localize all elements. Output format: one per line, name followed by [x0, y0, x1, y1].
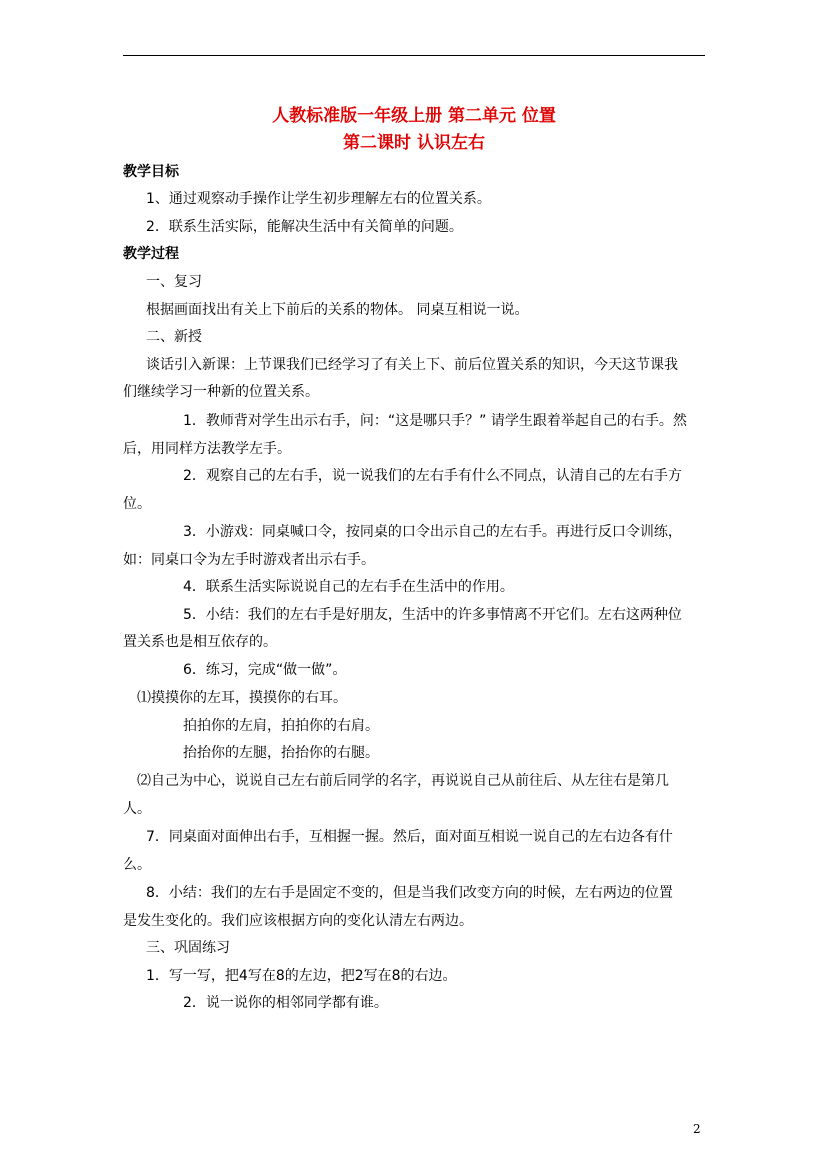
intro-line-1: 谈话引入新课：上节课我们已经学习了有关上下、前后位置关系的知识，今天这节课我 [146, 357, 678, 373]
consolidation-1: 1．写一写，把4写在8的左边，把2写在8的右边。 [146, 968, 457, 984]
header-rule [123, 55, 705, 56]
heading-process: 教学过程 [123, 246, 179, 262]
step-5-line-2: 置关系也是相互依存的。 [123, 634, 277, 650]
section-1-title: 一、复习 [146, 274, 202, 290]
exercise-1-line-3: 抬抬你的左腿，抬抬你的右腿。 [183, 745, 379, 761]
exercise-2-line-1: ⑵自己为中心，说说自己左右前后同学的名字，再说说自己从前往后、从左往右是第几 [137, 773, 669, 789]
exercise-1-line-1: ⑴摸摸你的左耳，摸摸你的右耳。 [137, 690, 347, 706]
step-1-line-2: 后，用同样方法教学左手。 [123, 441, 291, 457]
exercise-1-line-2: 拍拍你的左肩，拍拍你的右肩。 [183, 718, 379, 734]
step-7-line-2: 么。 [123, 857, 151, 873]
step-3-line-2: 如：同桌口令为左手时游戏者出示右手。 [123, 552, 375, 568]
section-1-text: 根据画面找出有关上下前后的关系的物体。 同桌互相说一说。 [146, 302, 529, 318]
section-2-title: 二、新授 [146, 329, 202, 345]
goal-1: 1、通过观察动手操作让学生初步理解左右的位置关系。 [146, 191, 491, 207]
intro-line-2: 们继续学习一种新的位置关系。 [123, 384, 319, 400]
lesson-subtitle: 第二课时 认识左右 [343, 133, 485, 153]
step-8-line-1: 8．小结：我们的左右手是固定不变的，但是当我们改变方向的时候，左右两边的位置 [146, 885, 673, 901]
document-title: 人教标准版一年级上册 第二单元 位置 [272, 106, 556, 126]
step-5-line-1: 5．小结：我们的左右手是好朋友，生活中的许多事情离不开它们。左右这两种位 [183, 607, 682, 623]
step-2-line-1: 2．观察自己的左右手，说一说我们的左右手有什么不同点，认清自己的左右手方 [183, 468, 682, 484]
step-8-line-2: 是发生变化的。我们应该根据方向的变化认清左右两边。 [123, 913, 473, 929]
page-number: 2 [693, 1122, 701, 1136]
step-6: 6．练习，完成“做一做”。 [183, 662, 347, 678]
step-3-line-1: 3．小游戏：同桌喊口令，按同桌的口令出示自己的左右手。再进行反口令训练， [183, 524, 682, 540]
goal-2: 2．联系生活实际，能解决生活中有关简单的问题。 [146, 219, 463, 235]
section-3-title: 三、巩固练习 [146, 940, 230, 956]
heading-goals: 教学目标 [123, 164, 179, 180]
exercise-2-line-2: 人。 [123, 801, 151, 817]
step-7-line-1: 7．同桌面对面伸出右手，互相握一握。然后，面对面互相说一说自己的左右边各有什 [146, 829, 673, 845]
consolidation-2: 2．说一说你的相邻同学都有谁。 [183, 995, 388, 1011]
step-4: 4．联系生活实际说说自己的左右手在生活中的作用。 [183, 579, 514, 595]
step-1-line-1: 1．教师背对学生出示右手，问：“这是哪只手？” 请学生跟着举起自己的右手。然 [183, 413, 687, 429]
step-2-line-2: 位。 [123, 496, 151, 512]
